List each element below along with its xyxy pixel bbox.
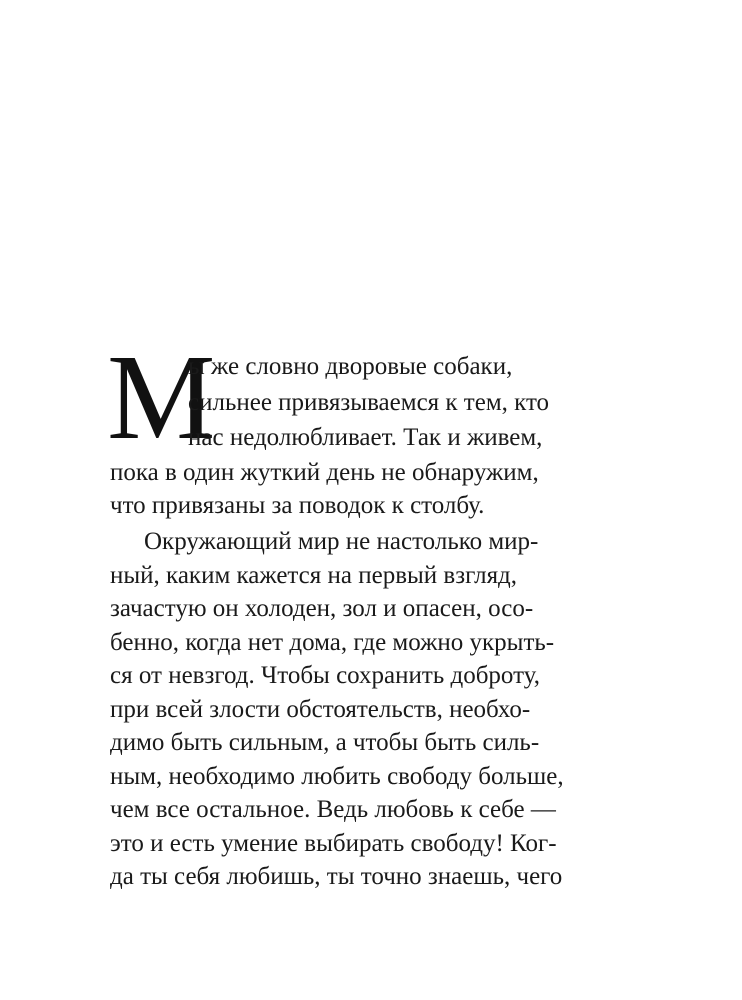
text-line-14: чем все остальное. Ведь любовь к себе — <box>110 796 556 823</box>
text-line-12: димо быть сильным, а чтобы быть силь- <box>110 729 540 756</box>
text-line-8: зачастую он холоден, зол и опасен, осо- <box>110 595 534 622</box>
text-line-1: ы же словно дворовые собаки, <box>188 353 513 380</box>
text-line-15: это и есть умение выбирать свободу! Ког- <box>110 830 557 857</box>
text-line-11: при всей злости обстоятельств, необхо- <box>110 696 531 723</box>
paragraph-2-first-line: Окружающий мир не настолько мир- <box>144 528 539 555</box>
text-line-5: что привязаны за поводок к столбу. <box>110 492 485 519</box>
drop-cap-letter: М <box>107 330 216 465</box>
text-line-2: сильнее привязываемся к тем, кто <box>188 389 550 416</box>
text-line-7: ный, каким кажется на первый взгляд, <box>110 562 518 589</box>
text-line-9: бенно, когда нет дома, где можно укрыть- <box>110 629 555 656</box>
text-line-16: да ты себя любишь, ты точно знаешь, чего <box>110 863 563 890</box>
text-line-3: нас недолюбливает. Так и живем, <box>188 424 543 451</box>
text-line-13: ным, необходимо любить свободу больше, <box>110 763 564 790</box>
text-line-10: ся от невзгод. Чтобы сохранить доброту, <box>110 662 540 689</box>
text-line-4: пока в один жуткий день не обнаружим, <box>110 459 539 486</box>
